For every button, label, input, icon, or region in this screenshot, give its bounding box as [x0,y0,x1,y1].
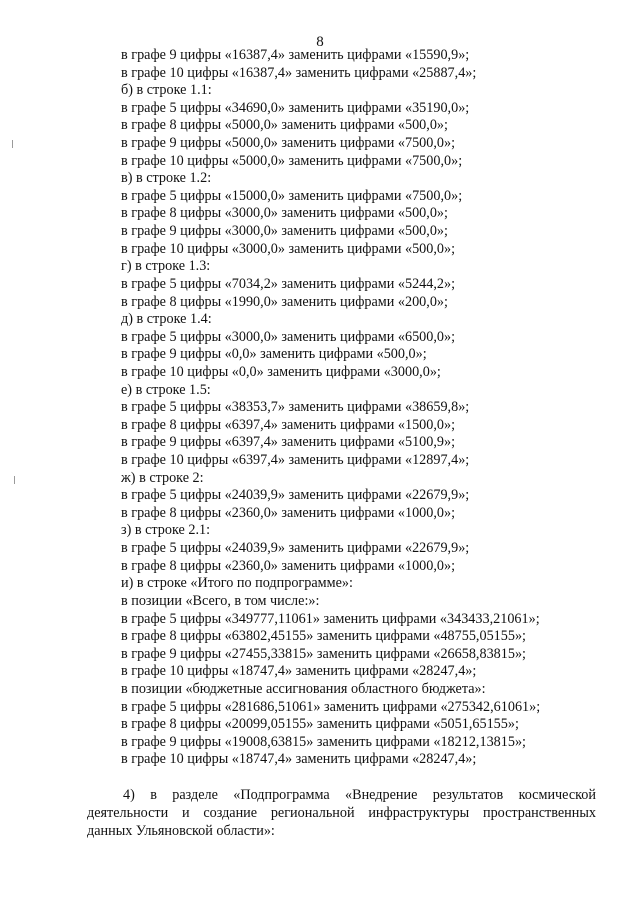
amendment-line: в графе 8 цифры «3000,0» заменить цифрами «500,0»; [121,205,448,222]
amendment-line: в графе 5 цифры «24039,9» заменить цифрами «22679,9»; [121,487,470,504]
row-heading: з) в строке 2.1: [121,522,211,539]
amendment-line: в графе 8 цифры «2360,0» заменить цифрами «1000,0»; [121,557,456,574]
amendment-line: в графе 5 цифры «34690,0» заменить цифрами «35190,0»; [121,99,470,116]
amendment-line: в графе 9 цифры «27455,33815» заменить цифрами «26658,83815»; [121,645,526,662]
row-heading: г) в строке 1.3: [121,258,211,275]
margin-mark [14,476,15,484]
amendment-line: в графе 10 цифры «18747,4» заменить цифрами «28247,4»; [121,751,477,768]
amendment-line: в графе 10 цифры «18747,4» заменить цифрами «28247,4»; [121,663,477,680]
paragraph-line: 4) в разделе «Подпрограмма «Внедрение результатов космической [123,787,596,803]
amendment-line: в графе 9 цифры «5000,0» заменить цифрами «7500,0»; [121,135,456,152]
row-heading: и) в строке «Итого по подпрограмме»: [121,575,353,592]
paragraph-line: деятельности и создание региональной инфраструктуры пространственных [87,804,596,821]
amendment-line: в графе 5 цифры «281686,51061» заменить цифрами «275342,61061»; [121,698,541,715]
amendment-line: в графе 10 цифры «16387,4» заменить цифрами «25887,4»; [121,64,477,81]
amendment-line: в графе 9 цифры «19008,63815» заменить цифрами «18212,13815»; [121,733,526,750]
amendment-line: в графе 9 цифры «3000,0» заменить цифрами «500,0»; [121,223,448,240]
amendment-line: в графе 10 цифры «6397,4» заменить цифрами «12897,4»; [121,452,470,469]
amendment-line: в графе 5 цифры «24039,9» заменить цифрами «22679,9»; [121,540,470,557]
margin-mark [12,140,13,148]
amendment-line: в графе 9 цифры «16387,4» заменить цифрами «15590,9»; [121,47,470,63]
amendment-line: в графе 5 цифры «349777,11061» заменить цифрами «343433,21061»; [121,610,540,627]
amendment-line: в графе 8 цифры «2360,0» заменить цифрами «1000,0»; [121,504,456,521]
amendment-line: в графе 9 цифры «0,0» заменить цифрами «500,0»; [121,346,427,363]
amendment-line: в графе 10 цифры «3000,0» заменить цифрами «500,0»; [121,240,456,257]
amendment-line: в графе 10 цифры «0,0» заменить цифрами «3000,0»; [121,363,441,380]
page-number: 8 [316,34,324,50]
position-heading: в позиции «бюджетные ассигнования областного бюджета»: [121,680,486,697]
amendment-line: в графе 10 цифры «5000,0» заменить цифрами «7500,0»; [121,152,463,169]
amendment-list [121,47,591,769]
amendment-line: в графе 5 цифры «7034,2» заменить цифрами «5244,2»; [121,275,456,292]
row-heading: ж) в строке 2: [121,469,204,486]
amendment-line: в графе 8 цифры «6397,4» заменить цифрами «1500,0»; [121,416,456,433]
amendment-line: в графе 5 цифры «15000,0» заменить цифрами «7500,0»; [121,187,463,204]
amendment-line: в графе 8 цифры «20099,05155» заменить цифрами «5051,65155»; [121,716,519,733]
section-paragraph [87,787,596,840]
row-heading: в) в строке 1.2: [121,170,212,187]
amendment-line: в графе 8 цифры «1990,0» заменить цифрами «200,0»; [121,293,448,310]
paragraph-line: данных Ульяновской области»: [87,822,275,839]
amendment-line: в графе 5 цифры «38353,7» заменить цифрами «38659,8»; [121,399,470,416]
row-heading: е) в строке 1.5: [121,381,211,398]
row-heading: б) в строке 1.1: [121,82,212,99]
amendment-line: в графе 5 цифры «3000,0» заменить цифрами «6500,0»; [121,328,456,345]
position-heading: в позиции «Всего, в том числе:»: [121,592,320,609]
amendment-line: в графе 8 цифры «5000,0» заменить цифрами «500,0»; [121,117,448,134]
amendment-line: в графе 9 цифры «6397,4» заменить цифрами «5100,9»; [121,434,456,451]
row-heading: д) в строке 1.4: [121,311,212,328]
amendment-line: в графе 8 цифры «63802,45155» заменить цифрами «48755,05155»; [121,628,526,645]
